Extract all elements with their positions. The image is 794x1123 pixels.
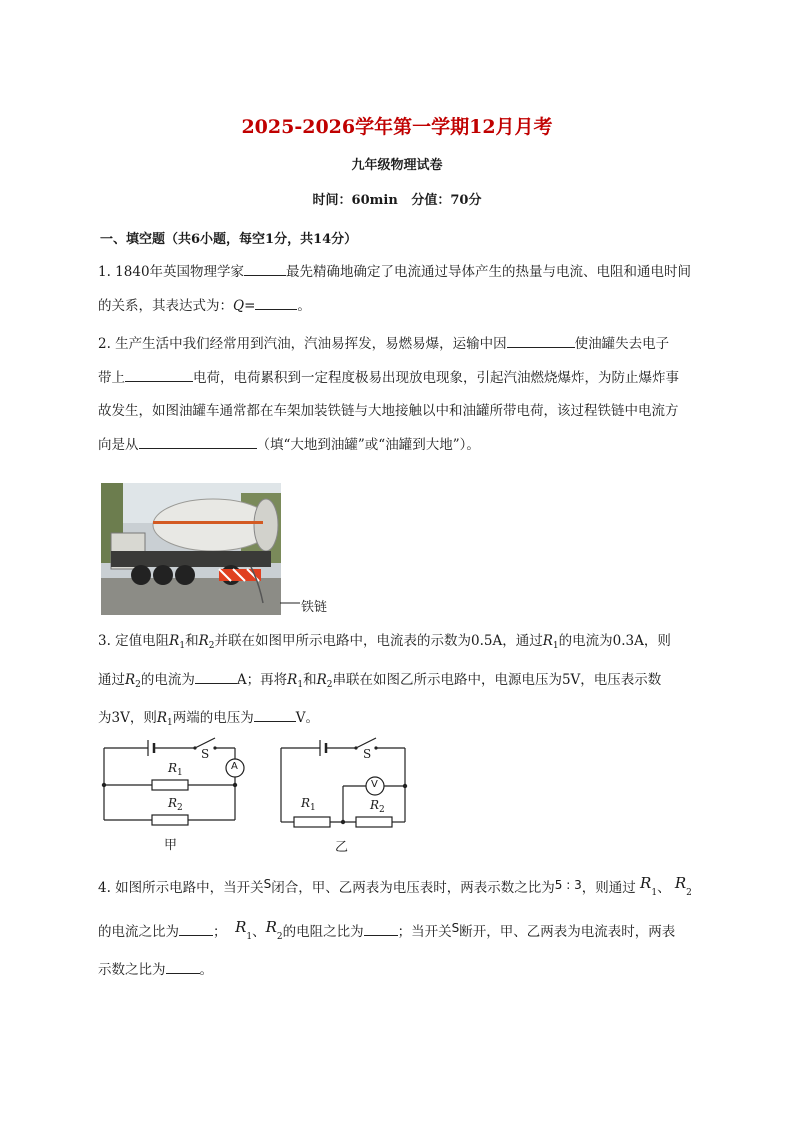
q4-text: ，则通过	[581, 880, 636, 896]
q1-formula: Q=	[233, 297, 256, 314]
r1-symbol: R	[169, 633, 180, 649]
caption-yi: 乙	[335, 840, 349, 855]
r2-subscript: 2	[686, 888, 692, 898]
q3-text: V。	[295, 710, 319, 726]
junction-dot	[233, 783, 237, 787]
q3-text: 为3V，则	[98, 710, 157, 726]
q2-text: 电荷，电荷累积到一定程度极易出现放电现象，引起汽油燃烧爆炸，为防止爆炸事	[193, 369, 679, 386]
r1-symbol: R	[235, 917, 247, 936]
q2-text: 故发生，如图油罐车通常都在车架加装铁链与大地接触以中和油罐所带电荷，该过程铁链中电流方	[98, 403, 679, 419]
yi-r2-label: $R_2$	[370, 798, 385, 815]
q4-blank-1[interactable]	[179, 920, 213, 936]
r2-symbol: R	[125, 671, 136, 688]
r2-symbol: R	[316, 671, 327, 688]
q3-text: 并联在如图甲所示电路中，电流表的示数为0.5A，通过	[214, 633, 543, 649]
q2-text: 向是从	[98, 436, 139, 453]
junction-dot	[102, 783, 106, 787]
q2-blank-1[interactable]	[507, 332, 575, 348]
r2-subscript: 2	[276, 931, 283, 942]
q1-text: 1. 1840年英国物理学家	[98, 264, 245, 280]
q4-text: 。	[199, 962, 213, 978]
jia-r1-label: $R_1$	[168, 761, 183, 778]
q3-text: A；再将	[236, 671, 288, 688]
exam-title: 2025-2026学年第一学期12月月考	[241, 116, 553, 138]
ammeter-label: A	[231, 761, 238, 772]
r2-symbol: R	[674, 874, 687, 892]
yi-r1-label: $R_1$	[301, 796, 316, 813]
switch-symbol: S	[451, 920, 460, 935]
r1-symbol: R	[640, 874, 652, 892]
chain-label: 铁链	[301, 600, 328, 615]
q2-blank-3[interactable]	[139, 433, 257, 449]
r1-symbol: R	[287, 671, 298, 688]
r1-subscript: 1	[651, 888, 658, 898]
resistor-r1	[294, 817, 330, 827]
q4-text: 的电流之比为	[98, 923, 179, 940]
exam-time-score	[0, 189, 794, 208]
circuit-jia	[95, 732, 255, 832]
r1-subscript: 1	[246, 931, 253, 942]
q4-text: 闭合，甲、乙两表为电压表时，两表示数之比为	[271, 880, 555, 896]
r2-subscript: 2	[208, 641, 215, 651]
q4-blank-2[interactable]	[364, 920, 398, 936]
q2-text: 2. 生产生活中我们经常用到汽油，汽油易挥发，易燃易爆，运输中因	[98, 336, 507, 352]
switch-symbol: S	[263, 877, 272, 891]
q3-text: 3. 定值电阻	[98, 633, 170, 649]
r1-subscript: 1	[297, 679, 304, 690]
circuit-yi	[274, 732, 414, 832]
q3-text: 两端的电压为	[172, 710, 254, 726]
q3-text: 和	[185, 633, 199, 649]
r2-subscript: 2	[135, 679, 141, 690]
exam-subtitle: 九年级物理试卷	[351, 158, 443, 173]
q4-text: 、	[657, 880, 671, 896]
q2-blank-2[interactable]	[125, 366, 193, 382]
q4-text: ；当开关	[397, 923, 452, 940]
jia-switch-label: S	[201, 747, 210, 761]
q1-blank-2[interactable]	[255, 294, 297, 310]
yi-switch-label: S	[363, 747, 372, 761]
r2-symbol: R	[265, 917, 277, 936]
time-label: 时间：60min	[312, 193, 398, 208]
question-2	[98, 328, 698, 462]
r2-symbol: R	[198, 633, 209, 649]
q1-text: 的关系，其表达式为：	[98, 297, 233, 314]
q1-text: 。	[297, 297, 311, 314]
q1-blank-1[interactable]	[244, 260, 286, 276]
q3-blank-1[interactable]	[195, 668, 237, 684]
resistor-r2	[152, 815, 188, 825]
question-3	[98, 625, 698, 741]
q4-text: 4. 如图所示电路中，当开关	[98, 880, 264, 896]
r1-subscript: 1	[179, 641, 186, 651]
q4-text: ；	[213, 923, 227, 940]
q4-blank-3[interactable]	[166, 958, 200, 974]
resistor-r1	[152, 780, 188, 790]
q3-text: 的电流为0.3A，则	[558, 633, 671, 649]
tanker-truck-photo	[101, 483, 281, 615]
q4-text: 示数之比为	[98, 962, 166, 978]
question-1	[98, 256, 698, 323]
jia-r2-label: $R_2$	[168, 796, 183, 813]
caption-jia: 甲	[164, 838, 178, 853]
q3-blank-2[interactable]	[254, 706, 296, 722]
q2-text: 使油罐失去电子	[574, 336, 670, 352]
question-4	[98, 867, 698, 988]
r2-subscript: 2	[326, 679, 333, 690]
resistor-r2	[356, 817, 392, 827]
section-heading: 一、填空题（共6小题，每空1分，共14分）	[100, 232, 358, 247]
q3-text: 串联在如图乙所示电路中，电源电压为5V，电压表示数	[332, 671, 662, 688]
score-label: 分值：70分	[411, 193, 482, 208]
q2-text: 带上	[98, 369, 125, 386]
q1-text: 最先精确地确定了电流通过导体产生的热量与电流、电阻和通电时间	[286, 264, 692, 280]
q4-text: 、	[252, 923, 266, 940]
r1-subscript: 1	[552, 641, 559, 651]
chain-pointer	[280, 596, 302, 610]
q4-text: 断开，甲、乙两表为电流表时，两表	[459, 923, 676, 940]
r1-symbol: R	[156, 710, 168, 726]
q3-text: 的电流为	[140, 671, 195, 688]
ratio-value: 5 : 3	[554, 878, 582, 892]
voltmeter-label: V	[371, 779, 378, 790]
q3-text: 通过	[98, 671, 125, 688]
r1-symbol: R	[542, 633, 553, 649]
q4-text: 的电阻之比为	[282, 923, 364, 940]
q3-text: 和	[303, 671, 317, 688]
r1-subscript: 1	[167, 718, 173, 728]
q2-text: （填“大地到油罐”或“油罐到大地”）。	[256, 436, 480, 453]
